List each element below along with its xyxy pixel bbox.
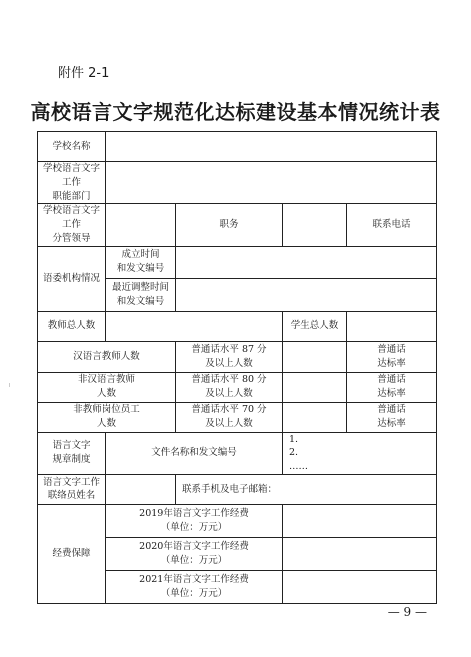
label-committee: 语委机构情况 [38,246,106,311]
label-rate-1: 普通话 达标率 [347,341,437,372]
label-fund-2019: 2019年语言文字工作经费 （单位：万元） [106,504,283,537]
label-fund-2021: 2021年语言文字工作经费 （单位：万元） [106,570,283,603]
value-school-name[interactable] [106,132,437,162]
value-teachers-total[interactable] [106,311,283,341]
table-row [38,246,437,278]
table-row [38,162,437,204]
label-nonhan-teachers: 非汉语言教师 人数 [38,372,176,402]
label-regulations: 语言文字 规章制度 [38,432,106,474]
value-fund-2019[interactable] [283,504,437,537]
attachment-label: 附件 2-1 [58,66,110,81]
page-title: 高校语言文字规范化达标建设基本情况统计表 [30,100,441,124]
value-fund-2020[interactable] [283,537,437,570]
label-funding: 经费保障 [38,504,106,603]
label-rate-2: 普通话 达标率 [347,372,437,402]
label-nonteaching-staff: 非教师岗位员工 人数 [38,402,176,432]
value-founded[interactable] [176,246,437,278]
value-doc-list[interactable]: 1. 2. …… [283,432,437,474]
label-leader: 学校语言文字工作 分管领导 [38,204,106,246]
value-position[interactable] [283,204,347,246]
value-adjusted[interactable] [176,278,437,311]
value-leader[interactable] [106,204,176,246]
label-phone: 联系电话 [347,204,437,246]
scan-mark [9,383,10,387]
label-founded: 成立时间 和发文编号 [106,246,176,278]
value-putonghua-70[interactable] [283,402,347,432]
value-fund-2021[interactable] [283,570,437,603]
table-row [38,372,437,402]
statistics-table [37,131,437,604]
table-row [38,311,437,341]
table-row [38,432,437,474]
label-adjusted: 最近调整时间 和发文编号 [106,278,176,311]
label-fund-2020: 2020年语言文字工作经费 （单位：万元） [106,537,283,570]
table-row [38,204,437,246]
label-contact-name: 语言文字工作 联络员姓名 [38,474,106,504]
label-rate-3: 普通话 达标率 [347,402,437,432]
table-row [38,474,437,504]
value-contact-name[interactable] [106,474,176,504]
label-teachers-total: 教师总人数 [38,311,106,341]
label-putonghua-87: 普通话水平 87 分 及以上人数 [176,341,283,372]
value-dept[interactable] [106,162,437,204]
label-han-teachers: 汉语言教师人数 [38,341,176,372]
value-putonghua-87[interactable] [283,341,347,372]
table-row [38,341,437,372]
label-putonghua-70: 普通话水平 70 分 及以上人数 [176,402,283,432]
label-position: 职务 [176,204,283,246]
page-number: — 9 — [387,605,427,619]
label-students-total: 学生总人数 [283,311,347,341]
table-row [38,402,437,432]
label-school-name: 学校名称 [38,132,106,162]
label-doc-names: 文件名称和发文编号 [106,432,283,474]
table-row [38,132,437,162]
label-contact-info: 联系手机及电子邮箱： [176,474,437,504]
label-putonghua-80: 普通话水平 80 分 及以上人数 [176,372,283,402]
label-dept: 学校语言文字工作 职能部门 [38,162,106,204]
value-putonghua-80[interactable] [283,372,347,402]
table-row [38,504,437,537]
value-students-total[interactable] [347,311,437,341]
